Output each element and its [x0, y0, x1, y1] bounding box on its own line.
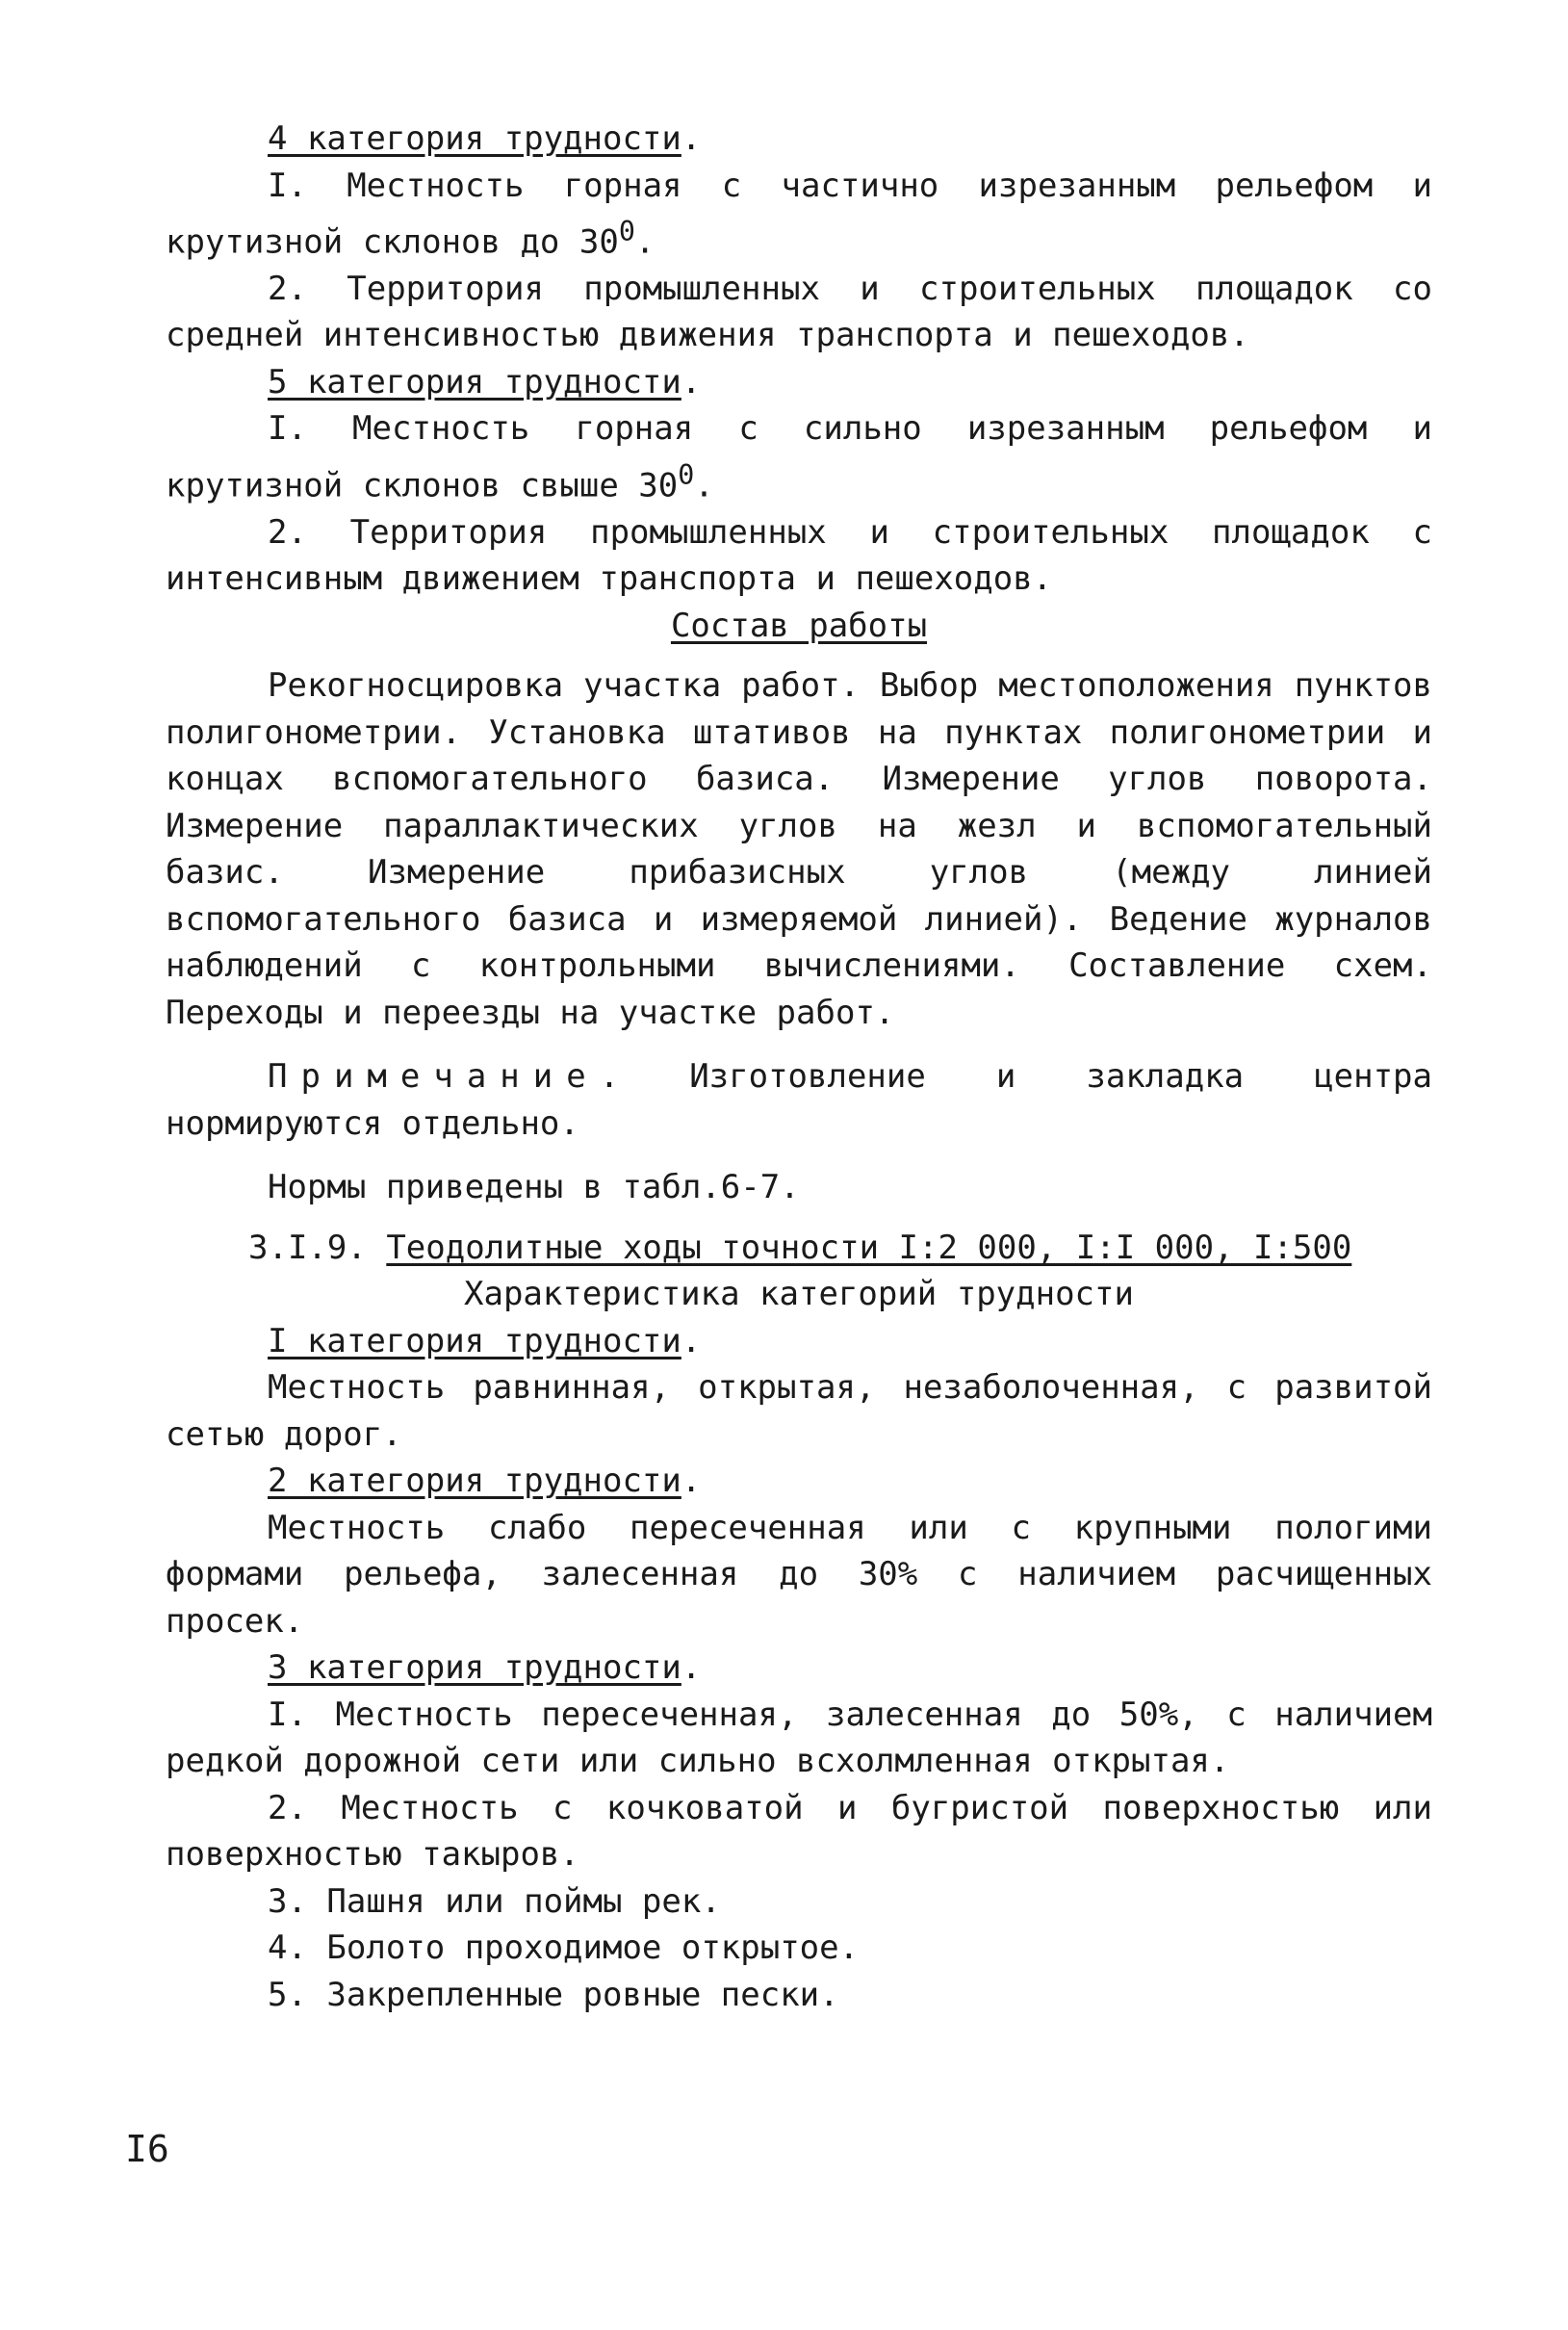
work-composition-title: Состав работы	[670, 606, 928, 645]
section-number: 3.I.9.	[248, 1228, 367, 1267]
note-text: . Изготовление и закладка центра нормируются отдельно.	[166, 1057, 1432, 1143]
category-5-heading: 5 категория трудности.	[268, 362, 702, 401]
category-3-item-4: 4. Болото проходимое открытое.	[268, 1929, 860, 1968]
category-3-item-1: I. Местность пересеченная, залесенная до 50%, с наличием редкой дорожной сети или сильно всхолмленная открытая.	[166, 1695, 1432, 1781]
section-title: Теодолитные ходы точности I:2 000, I:I 000, I:500	[386, 1228, 1352, 1267]
category-5-item-1: I. Местность горная с сильно изрезанным рельефом и крутизной склонов свыше $30^0$.	[166, 409, 1432, 505]
characteristics-title: Характеристика категорий трудности	[464, 1275, 1134, 1314]
category-3-item-5: 5. Закрепленные ровные пески.	[268, 1975, 839, 2014]
category-3-heading: 3 категория трудности.	[268, 1648, 702, 1688]
category-1-text: Местность равнинная, открытая, незаболоченная, с развитой сетью дорог.	[166, 1368, 1432, 1454]
note-label: Примечание	[268, 1057, 600, 1097]
category-4-item-2: 2. Территория промышленных и строительных площадок со средней интенсивностью движения транспорта и пешеходов.	[166, 269, 1432, 355]
category-1-heading: I категория трудности.	[268, 1321, 702, 1360]
note-paragraph	[166, 1053, 1432, 1147]
work-composition-text: Рекогносцировка участка работ. Выбор местоположения пунктов полигонометрии. Установка штативов на пунктах полигонометрии и концах вспомогательного базиса. Измерение углов поворота. Измерение параллактических углов на жезл и вспомогательный базис. Измерение прибазисных углов (между линией вспомогательного базиса и измеряемой линией). Ведение журналов наблюдений с контрольными вычислениями. Составление схем. Переходы и переезды на участке работ.	[166, 666, 1432, 1032]
category-3-item-3: 3. Пашня или поймы рек.	[268, 1881, 721, 1921]
norms-reference: Нормы приведены в табл.6-7.	[268, 1168, 800, 1207]
section-heading	[248, 1225, 1432, 1272]
category-5-item-2: 2. Территория промышленных и строительных площадок с интенсивным движением транспорта и пешеходов.	[166, 512, 1432, 599]
category-3-item-2: 2. Местность с кочковатой и бугристой поверхностью или поверхностью такыров.	[166, 1788, 1432, 1875]
page-content	[166, 116, 1432, 2018]
category-2-heading: 2 категория трудности.	[268, 1462, 702, 1501]
category-2-text: Местность слабо пересеченная или с крупными пологими формами рельефа, залесенная до 30% с наличием расчищенных просек.	[166, 1508, 1432, 1641]
category-4-heading: 4 категория трудности.	[268, 119, 702, 158]
page-number: I6	[125, 2128, 169, 2170]
category-4-item-1: I. Местность горная с частично изрезанным рельефом и крутизной склонов до $30^0$.	[166, 166, 1432, 262]
